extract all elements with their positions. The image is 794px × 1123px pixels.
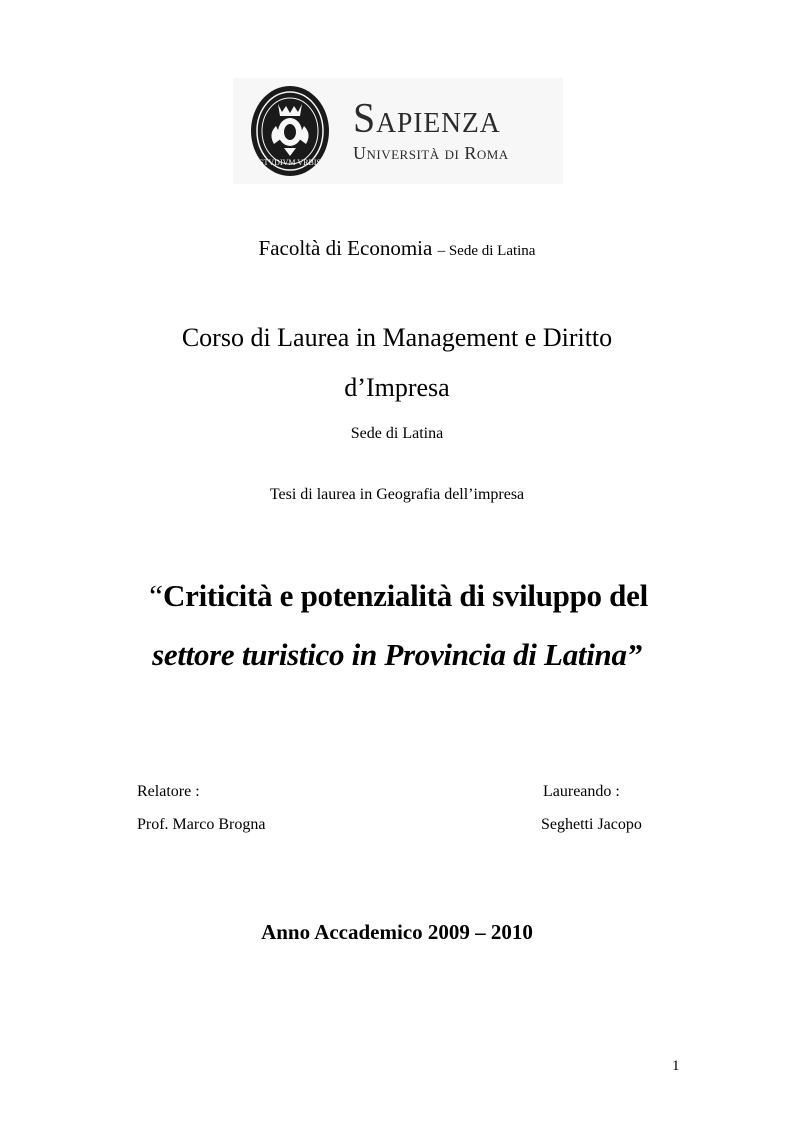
academic-year: Anno Accademico 2009 – 2010	[261, 920, 533, 944]
relatore-name: Prof. Marco Brogna	[137, 816, 266, 833]
laureando-name: Seghetti Jacopo	[541, 816, 642, 833]
relatore-label: Relatore :	[137, 783, 200, 800]
course-seat: Sede di Latina	[350, 425, 444, 442]
faculty-name: Facoltà di Economia	[258, 236, 433, 260]
thesis-title-line-2: settore turistico in Provincia di Latina”	[152, 637, 642, 672]
university-seal-icon	[248, 82, 332, 180]
faculty-line	[0, 236, 794, 261]
page-number: 1	[672, 1058, 680, 1074]
faculty-seat: – Sede di Latina	[437, 243, 536, 259]
thesis-title-line-1	[0, 578, 794, 614]
title-open-quote: “	[146, 578, 164, 613]
thesis-type: Tesi di laurea in Geografia dell’impresa	[269, 486, 525, 503]
title-line-1-text: Criticità e potenzialità di sviluppo del	[163, 578, 648, 613]
logo-wordmark: Sapienza	[353, 96, 501, 142]
logo-subtitle: Università di Roma	[353, 143, 509, 163]
seal-text: STVDIVM VRBIS	[259, 158, 321, 167]
laureando-label: Laureando :	[543, 783, 620, 800]
university-logo	[233, 78, 563, 184]
course-line-1: Corso di Laurea in Management e Diritto	[181, 323, 613, 352]
course-line-2: d’Impresa	[344, 373, 450, 402]
